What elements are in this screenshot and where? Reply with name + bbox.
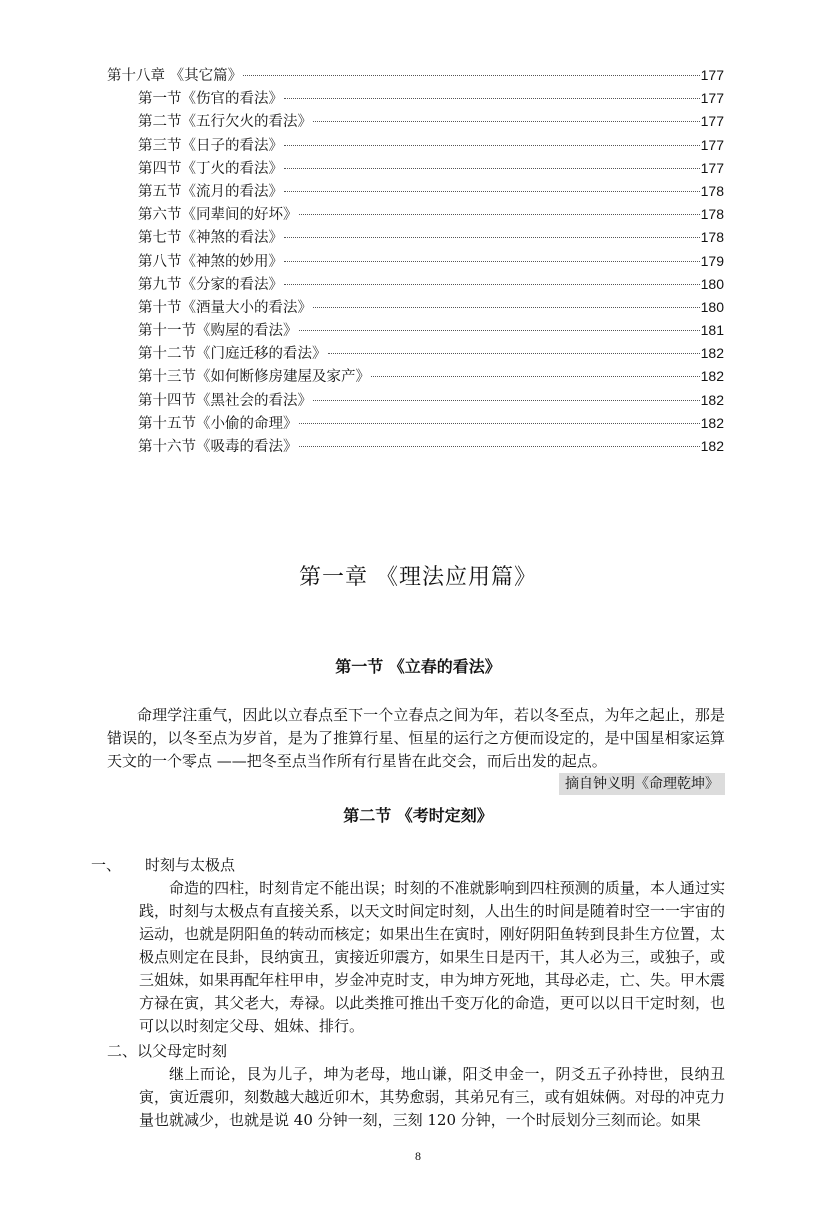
toc-entry[interactable]	[107, 180, 724, 203]
toc-entry[interactable]	[107, 87, 724, 110]
section-title-1: 第一节 《立春的看法》	[335, 657, 501, 676]
toc-entry-page: 177	[700, 113, 724, 130]
toc-entry-title: 第十一节《购屋的看法》	[138, 323, 298, 340]
toc-entry-page: 182	[700, 438, 724, 454]
toc-leader-dots	[313, 399, 700, 401]
toc-entry[interactable]	[107, 157, 724, 180]
toc-entry-page: 178	[700, 229, 724, 246]
toc-entry-title: 第一节《伤官的看法》	[138, 91, 283, 108]
toc-entry[interactable]	[107, 250, 724, 273]
list-item-1-text: 命造的四柱，时刻肯定不能出误；时刻的不准就影响到四柱预测的质量，本人通过实践，时刻与太极点有直接关系，以天文时间定时刻，人出生的时间是随着时空一一宇宙的运动，也就是阴阳鱼的转动而核定；如果出生在寅时，刚好阴阳鱼转到艮卦生方位置，太极点则定在艮卦，艮纳寅丑，寅接近卯震方，如果生日是丙干，其人必为三，或独子，或三姐妹，如果再配年柱甲申，岁金冲克时支，申为坤方死地，其母必走，亡、失。甲木震方禄在寅，其父老大，寿禄。以此类推可推出千变万化的命造，更可以以日干定时刻，也可以以时刻定父母、姐妹、排行。	[139, 879, 725, 1035]
toc-entry[interactable]	[107, 319, 724, 342]
toc-leader-dots	[284, 97, 700, 99]
toc-entry-page: 182	[700, 414, 724, 431]
toc-entry-title: 第二节《五行欠火的看法》	[138, 114, 312, 131]
toc-entry-title: 第八节《神煞的妙用》	[138, 253, 283, 270]
toc-leader-dots	[299, 329, 700, 331]
toc-entry[interactable]	[107, 64, 724, 87]
toc-entry[interactable]	[107, 273, 724, 296]
list-item-2-heading: 二、以父母定时刻	[107, 1042, 228, 1060]
toc-leader-dots	[284, 236, 700, 238]
toc-entry-page: 177	[700, 67, 724, 83]
toc-entry[interactable]	[107, 203, 724, 226]
toc-entry-page: 180	[700, 298, 724, 315]
toc-entry[interactable]	[107, 342, 724, 365]
toc-entry-title: 第十六节《吸毒的看法》	[138, 439, 298, 455]
toc-entry-title: 第十四节《黑社会的看法》	[138, 392, 312, 409]
toc-entry-page: 182	[700, 391, 724, 408]
toc-leader-dots	[313, 306, 700, 308]
toc-leader-dots	[299, 445, 700, 447]
toc-entry-title: 第十八章 《其它篇》	[107, 68, 243, 84]
list-item-1-number: 一、	[91, 856, 122, 874]
toc-entry-title: 第五节《流月的看法》	[138, 183, 283, 200]
list-item-2-text: 继上而论，艮为儿子，坤为老母，地山谦，阳爻申金一，阴爻五子孙持世，艮纳丑寅，寅近震卯，刻数越大越近卯木，其势愈弱，其弟兄有三，或有姐妹俩。对母的冲克力量也就减少，也就是说 40 分钟一刻，三刻 120 分钟，一个时辰划分三刻而论。如果	[139, 1065, 725, 1129]
toc-leader-dots	[299, 213, 700, 215]
toc-entry-page: 182	[700, 345, 724, 362]
toc-entry-page: 177	[700, 136, 724, 153]
toc-entry[interactable]	[107, 296, 724, 319]
toc-entry[interactable]	[107, 412, 724, 435]
toc-entry-title: 第六节《同辈间的好坏》	[138, 207, 298, 224]
toc-entry[interactable]	[107, 365, 724, 388]
toc-leader-dots	[284, 260, 700, 262]
toc-entry-page: 177	[700, 90, 724, 107]
toc-entry-title: 第十二节《门庭迁移的看法》	[138, 346, 327, 363]
table-of-contents	[107, 64, 724, 458]
toc-leader-dots	[284, 283, 700, 285]
toc-entry-title: 第十五节《小偷的命理》	[138, 415, 298, 432]
toc-leader-dots	[328, 352, 700, 354]
toc-entry-page: 177	[700, 159, 724, 176]
toc-entry-title: 第十三节《如何断修房建屋及家产》	[138, 369, 370, 386]
toc-leader-dots	[284, 167, 700, 169]
list-item-1-heading	[91, 854, 235, 877]
toc-entry-title: 第四节《丁火的看法》	[138, 160, 283, 177]
toc-entry-page: 179	[700, 252, 724, 269]
section1-paragraph: 命理学注重气，因此以立春点至下一个立春点之间为年，若以冬至点，为年之起止，那是错误的，以冬至点为岁首，是为了推算行星、恒星的运行之方便而设定的，是中国星相家运算天文的一个零点 ——把冬至点当作所有行星皆在此交会，而后出发的起点。	[107, 706, 725, 770]
toc-leader-dots	[371, 375, 700, 377]
toc-entry[interactable]	[107, 110, 724, 133]
toc-entry[interactable]	[107, 134, 724, 157]
toc-leader-dots	[284, 190, 700, 192]
toc-entry[interactable]	[107, 435, 724, 458]
toc-leader-dots	[313, 120, 700, 122]
toc-entry-page: 182	[700, 368, 724, 385]
section-title-2: 第二节 《考时定刻》	[343, 806, 493, 825]
page-number: 8	[415, 1149, 421, 1163]
toc-entry[interactable]	[107, 389, 724, 412]
chapter-title: 第一章 《理法应用篇》	[299, 565, 537, 590]
toc-entry-page: 178	[700, 206, 724, 223]
toc-entry-page: 181	[700, 322, 724, 339]
toc-leader-dots	[284, 144, 700, 146]
toc-entry[interactable]	[107, 226, 724, 249]
toc-entry-title: 第九节《分家的看法》	[138, 276, 283, 293]
toc-entry-page: 180	[700, 275, 724, 292]
toc-entry-title: 第十节《酒量大小的看法》	[138, 299, 312, 316]
toc-entry-page: 178	[700, 182, 724, 199]
list-item-1-label: 时刻与太极点	[145, 856, 236, 874]
toc-entry-title: 第七节《神煞的看法》	[138, 230, 283, 247]
toc-entry-title: 第三节《日子的看法》	[138, 137, 283, 154]
toc-leader-dots	[243, 74, 700, 76]
quote-source: 摘自钟义明《命理乾坤》	[559, 773, 725, 795]
toc-leader-dots	[299, 422, 700, 424]
